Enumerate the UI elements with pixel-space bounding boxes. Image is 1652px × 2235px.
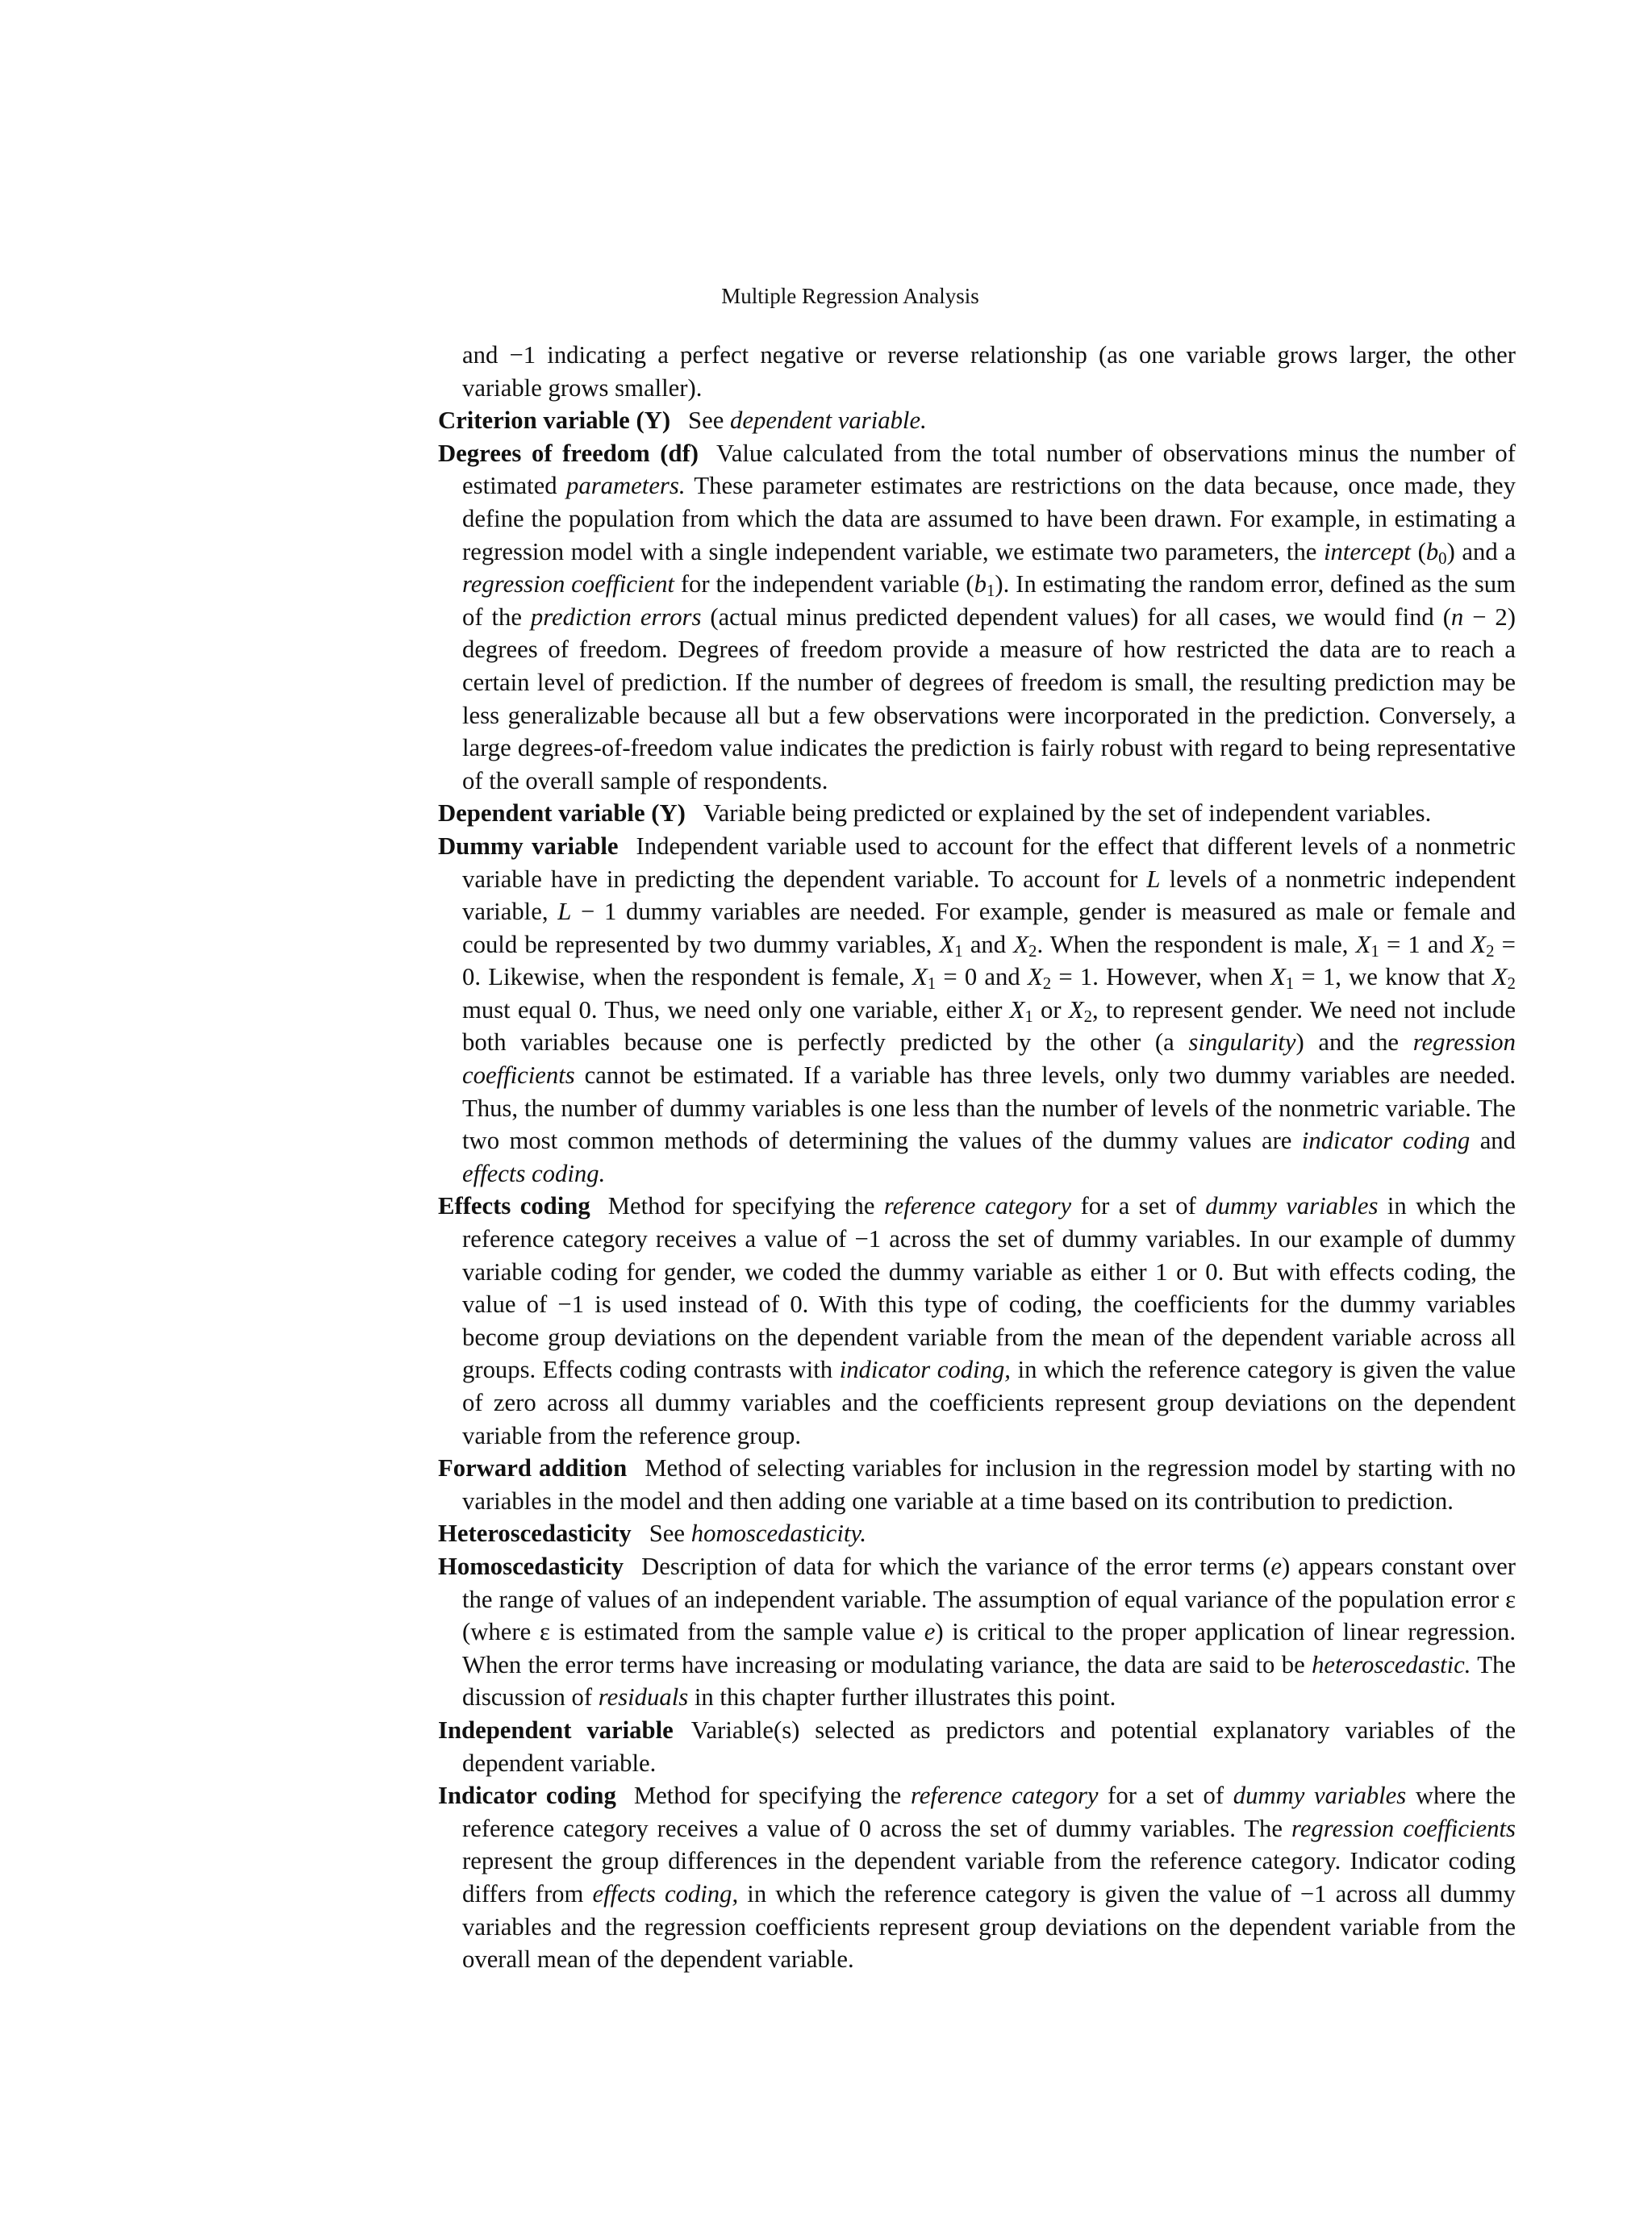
italic-term: singularity bbox=[1188, 1028, 1296, 1057]
definition-text: in which the reference category is given the value of −1 across all dummy variables and the regression coefficients represent group deviations on the dependent variable from the overall mean of the dependent variable. bbox=[462, 1879, 1516, 1974]
definition-text: ) appears constant over the range of values of an independent variable. The assumption of equal variance of the population error ε (where ε is estimated from the sample value bbox=[462, 1552, 1516, 1646]
subscript: 2 bbox=[1042, 974, 1052, 994]
glossary-entry bbox=[438, 1714, 1516, 1779]
glossary-term: Independent variable bbox=[438, 1716, 674, 1744]
italic-term: e bbox=[1270, 1552, 1283, 1580]
italic-term: dependent variable. bbox=[730, 407, 927, 435]
glossary-term: Heteroscedasticity bbox=[438, 1520, 632, 1548]
italic-term: X bbox=[1068, 995, 1084, 1024]
italic-term: indicator coding, bbox=[839, 1356, 1011, 1384]
definition-text: for a set of bbox=[1098, 1782, 1233, 1810]
definition-text: . When the respondent is male, bbox=[1037, 930, 1356, 958]
definition-text: or bbox=[1032, 995, 1069, 1024]
italic-term: X bbox=[1013, 930, 1029, 958]
italic-term: X bbox=[912, 963, 928, 991]
italic-term: parameters. bbox=[566, 472, 686, 500]
italic-term: dummy variables bbox=[1233, 1782, 1407, 1810]
glossary-entry bbox=[438, 1550, 1516, 1714]
running-header: Multiple Regression Analysis bbox=[721, 284, 979, 308]
definition-text: Method of selecting variables for inclusion in the regression model by starting with no variables in the model and then adding one variable at a time based on its contribution to prediction. bbox=[462, 1454, 1516, 1515]
subscript: 2 bbox=[1507, 974, 1516, 994]
glossary-entry bbox=[438, 830, 1516, 1190]
glossary-entry bbox=[438, 437, 1516, 798]
definition-text: for a set of bbox=[1071, 1192, 1206, 1220]
glossary-term: Homoscedasticity bbox=[438, 1552, 624, 1580]
definition-text: cannot be estimated. If a variable has three levels, only two dummy variables are needed. Thus, the number of dummy variables is one less than the number of levels of the nonmetric variable. The two most common methods of determining the values of the dummy values are bbox=[462, 1061, 1516, 1155]
subscript: 1 bbox=[1285, 974, 1295, 994]
definition-text: Method for specifying the bbox=[607, 1192, 884, 1220]
definition-text: See bbox=[649, 1520, 691, 1548]
glossary-list bbox=[438, 339, 1516, 1976]
definition-text: must equal 0. Thus, we need only one variable, either bbox=[462, 995, 1010, 1024]
subscript: 2 bbox=[1028, 940, 1037, 961]
definition-text: These parameter estimates are restrictions on the data because, once made, they define the population from which the data are assumed to have been drawn. For example, in estimating a regression model with a single independent variable, we estimate two parameters, the bbox=[462, 472, 1516, 565]
italic-term: reference category bbox=[910, 1782, 1099, 1810]
italic-term: b bbox=[1425, 537, 1439, 565]
definition-text: in which the reference category is given the value of zero across all dummy variables and the coefficients represent group deviations on the dependent variable from the reference group. bbox=[462, 1356, 1516, 1449]
italic-term: residuals bbox=[598, 1683, 689, 1712]
definition-text: Description of data for which the variance of the error terms ( bbox=[641, 1552, 1271, 1580]
italic-term: e bbox=[924, 1618, 936, 1646]
italic-term: indicator coding bbox=[1301, 1127, 1471, 1155]
definition-text: = 1. However, when bbox=[1051, 963, 1270, 991]
italic-term: regression coefficients bbox=[462, 1028, 1516, 1090]
italic-term: X bbox=[1355, 930, 1371, 958]
subscript: 1 bbox=[1370, 940, 1379, 961]
subscript: 0 bbox=[1438, 548, 1447, 568]
glossary-entry bbox=[438, 1779, 1516, 1976]
italic-term: X bbox=[1009, 995, 1025, 1024]
definition-text: Method for specifying the bbox=[633, 1782, 911, 1810]
italic-term: X bbox=[1471, 930, 1487, 958]
definition-text: Value calculated from the total number of observations minus the number of estimated bbox=[462, 439, 1516, 500]
italic-term: homoscedasticity. bbox=[690, 1520, 867, 1548]
definition-text: = 0 and bbox=[936, 963, 1028, 991]
subscript: 1 bbox=[986, 581, 995, 601]
definition-text: Variable being predicted or explained by the set of independent variables. bbox=[703, 799, 1432, 828]
definition-text: Variable(s) selected as predictors and potential explanatory variables of the dependent variable. bbox=[462, 1716, 1516, 1777]
definition-text: for the independent variable ( bbox=[674, 570, 974, 598]
definition-text: − 1 dummy variables are needed. For example, gender is measured as male or female and could be represented by two dummy variables, bbox=[462, 898, 1516, 958]
definition-text: ( bbox=[1410, 537, 1426, 565]
definition-text: Independent variable used to account for the effect that different levels of a nonmetric variable have in predicting the dependent variable. To account for bbox=[462, 832, 1516, 893]
definition-text: = 1, we know that bbox=[1294, 963, 1492, 991]
subscript: 2 bbox=[1083, 1007, 1093, 1027]
glossary-entry bbox=[438, 1190, 1516, 1452]
subscript: 1 bbox=[954, 940, 963, 961]
italic-term: regression coefficients bbox=[1291, 1814, 1516, 1842]
glossary-term: Degrees of freedom (df) bbox=[438, 439, 699, 467]
subscript: 1 bbox=[1024, 1007, 1033, 1027]
italic-term: intercept bbox=[1324, 537, 1411, 565]
glossary-term: Indicator coding bbox=[438, 1782, 616, 1810]
italic-term: heteroscedastic. bbox=[1312, 1650, 1471, 1678]
glossary-term: Forward addition bbox=[438, 1454, 628, 1482]
subscript: 1 bbox=[927, 974, 937, 994]
definition-text: represent the group differences in the dependent variable from the reference category. Indicator coding differs from bbox=[462, 1847, 1516, 1908]
definition-text: = 0. Likewise, when the respondent is female, bbox=[462, 930, 1516, 991]
italic-term: X bbox=[939, 930, 955, 958]
definition-text: , to represent gender. We need not include both variables because one is perfectly predicted by the other (a bbox=[462, 995, 1516, 1057]
italic-term: effects coding, bbox=[592, 1879, 739, 1908]
glossary-term: Dummy variable bbox=[438, 832, 619, 860]
italic-term: n bbox=[1450, 603, 1464, 631]
italic-term: b bbox=[974, 570, 987, 598]
definition-text: ) and the bbox=[1295, 1028, 1413, 1057]
subscript: 2 bbox=[1486, 940, 1495, 961]
italic-term: X bbox=[1270, 963, 1286, 991]
definition-text: The discussion of bbox=[462, 1650, 1516, 1712]
definition-text: ). In estimating the random error, defined as the sum of the bbox=[462, 570, 1516, 631]
definition-text: where the reference category receives a value of 0 across the set of dummy variables. The bbox=[462, 1782, 1516, 1842]
glossary-entry bbox=[438, 339, 1516, 404]
definition-text: and −1 indicating a perfect negative or reverse relationship (as one variable grows larger, the other variable grows smaller). bbox=[462, 341, 1516, 402]
definition-text: See bbox=[688, 407, 731, 435]
definition-text: (actual minus predicted dependent values) for all cases, we would find ( bbox=[701, 603, 1451, 631]
definition-text: and bbox=[962, 930, 1014, 958]
glossary-entry bbox=[438, 1452, 1516, 1517]
glossary-term: Criterion variable (Y) bbox=[438, 407, 671, 435]
italic-term: X bbox=[1491, 963, 1508, 991]
glossary-entry bbox=[438, 1517, 1516, 1550]
definition-text: in this chapter further illustrates this point. bbox=[688, 1683, 1116, 1712]
glossary-term: Effects coding bbox=[438, 1192, 590, 1220]
italic-term: prediction errors bbox=[530, 603, 702, 631]
italic-term: L bbox=[1146, 865, 1161, 893]
italic-term: dummy variables bbox=[1205, 1192, 1379, 1220]
italic-term: regression coefficient bbox=[462, 570, 674, 598]
definition-text: in which the reference category receives a value of −1 across the set of dummy variables. In our example of dummy variable coding for gender, we coded the dummy variable as either 1 or 0. But with effects coding, the value of −1 is used instead of 0. With this type of coding, the coefficients for the dummy variables become group deviations on the dependent variable from the mean of the dependent variable across all groups. Effects coding contrasts with bbox=[462, 1192, 1516, 1384]
italic-term: reference category bbox=[883, 1192, 1072, 1220]
glossary-term: Dependent variable (Y) bbox=[438, 799, 686, 828]
italic-term: effects coding. bbox=[462, 1159, 606, 1187]
definition-text: ) and a bbox=[1446, 537, 1516, 565]
definition-text: = 1 and bbox=[1379, 930, 1471, 958]
glossary-entry bbox=[438, 797, 1516, 830]
definition-text: levels of a nonmetric independent variable, bbox=[462, 865, 1516, 926]
definition-text: ) is critical to the proper application of linear regression. When the error terms have increasing or modulating variance, the data are said to be bbox=[462, 1618, 1516, 1678]
glossary-entry bbox=[438, 404, 1516, 437]
definition-text: and bbox=[1470, 1127, 1516, 1155]
definition-text: − 2) degrees of freedom. Degrees of freedom provide a measure of how restricted the data are to reach a certain level of prediction. If the number of degrees of freedom is small, the resulting prediction may be less generalizable because all but a few observations were incorporated in the prediction. Conversely, a large degrees-of-freedom value indicates the prediction is fairly robust with regard to being representative of the overall sample of respondents. bbox=[462, 603, 1516, 794]
italic-term: X bbox=[1027, 963, 1043, 991]
italic-term: L bbox=[557, 898, 572, 926]
